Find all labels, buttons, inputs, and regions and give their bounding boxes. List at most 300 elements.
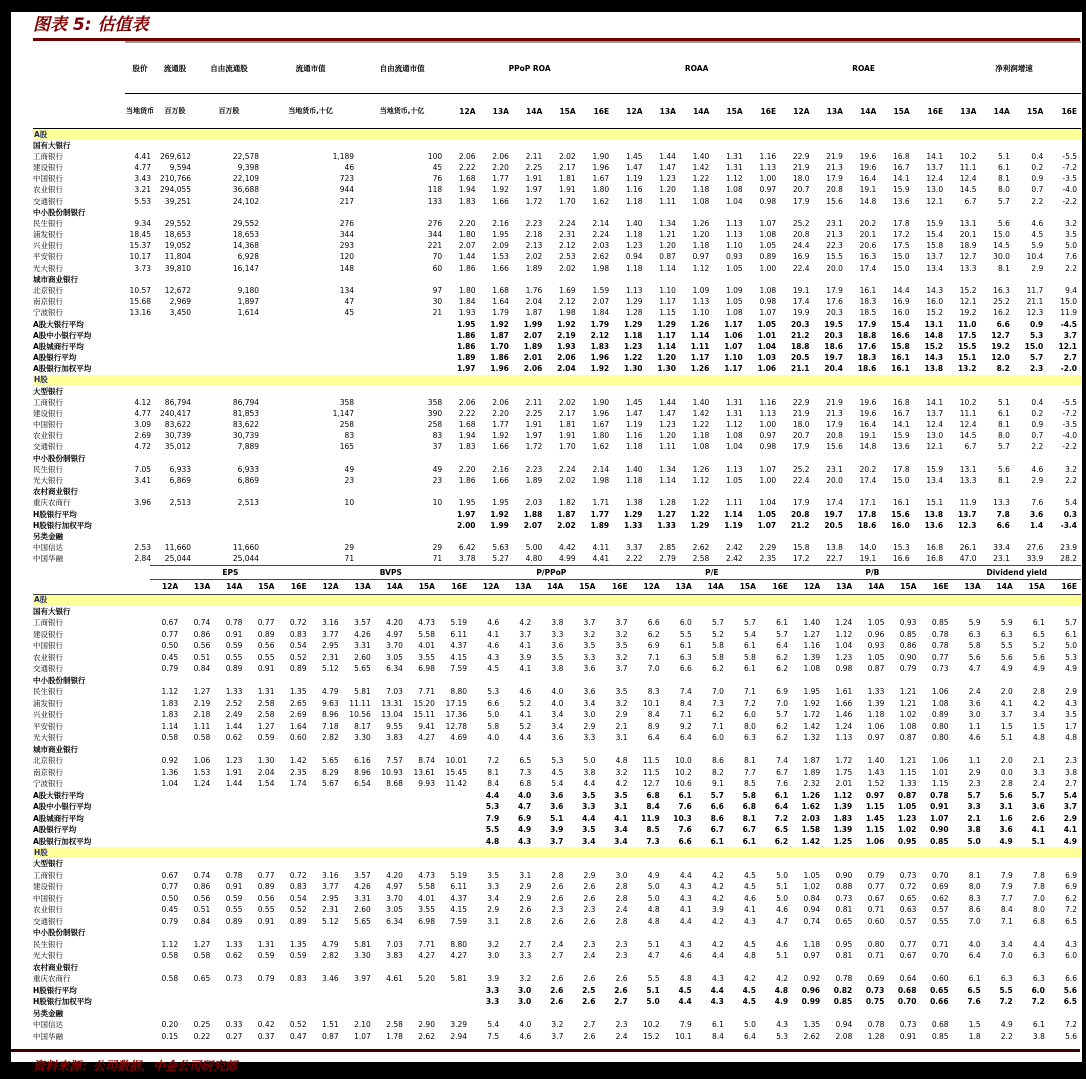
cell: 3.4 xyxy=(1032,710,1045,720)
cell xyxy=(747,274,780,285)
cell: 7.3 xyxy=(711,698,724,708)
row-label: 民生银行 xyxy=(33,464,63,474)
cell: 1.5 xyxy=(1000,721,1013,731)
cell: 13.16 xyxy=(129,308,152,318)
cell: 1.15 xyxy=(659,308,676,318)
cell: 3.7 xyxy=(615,618,628,628)
cell: 1.08 xyxy=(899,721,917,731)
cell: 8.0 xyxy=(997,431,1010,441)
cell xyxy=(311,927,343,939)
cell xyxy=(446,453,479,464)
cell: 1.16 xyxy=(759,151,777,161)
cell: 1.62 xyxy=(801,802,821,812)
cell: 6.1 xyxy=(1032,618,1045,628)
table-row xyxy=(33,836,1081,848)
cell xyxy=(1017,606,1049,618)
cell: 2.69 xyxy=(134,431,152,441)
cell xyxy=(647,386,680,397)
cell: 0.58 xyxy=(161,733,179,743)
cell: 0.83 xyxy=(289,629,307,639)
cell: 1.94 xyxy=(458,185,476,195)
cell: 1.28 xyxy=(659,498,676,508)
cell: 0.94 xyxy=(625,252,643,262)
cell: 0.77 xyxy=(931,652,949,662)
cell xyxy=(263,319,358,330)
cell: 0.55 xyxy=(257,905,275,915)
cell: 0.52 xyxy=(289,905,307,915)
cell xyxy=(792,927,824,939)
cell: 1.66 xyxy=(492,263,509,273)
cell: 16.3 xyxy=(993,286,1010,296)
cell: 9.2 xyxy=(679,721,692,731)
cell: 1.00 xyxy=(759,420,777,430)
cell: 3.0 xyxy=(487,951,500,961)
cell xyxy=(375,996,407,1008)
cell: 1.30 xyxy=(624,364,643,374)
cell: 22,109 xyxy=(232,174,260,184)
cell: 6.8 xyxy=(519,779,532,789)
cell xyxy=(856,1008,888,1020)
cell: 6.4 xyxy=(744,1031,756,1041)
cell xyxy=(214,836,246,848)
cell: 0.55 xyxy=(225,652,243,662)
table-row xyxy=(33,297,1081,308)
cell: 0.57 xyxy=(899,916,917,926)
cell xyxy=(847,274,880,285)
cell: 4.99 xyxy=(558,554,576,564)
cell: 3.4 xyxy=(487,893,500,903)
cell: 1.14 xyxy=(659,263,676,273)
cell: 6.1 xyxy=(744,641,756,651)
cell: 4.1 xyxy=(679,905,692,915)
cell: 3.41 xyxy=(134,476,152,486)
cell xyxy=(343,962,375,974)
cell xyxy=(856,927,888,939)
cell xyxy=(780,274,813,285)
cell: 2.07 xyxy=(458,241,476,251)
cell xyxy=(195,207,263,218)
cell: 3.7 xyxy=(551,1031,564,1041)
cell: 4.41 xyxy=(592,554,610,564)
cell: 22.4 xyxy=(792,476,810,486)
cell xyxy=(407,606,439,618)
cell: 1.29 xyxy=(624,319,643,329)
cell xyxy=(343,824,375,836)
group-header-row xyxy=(33,487,1081,498)
cell: 7.18 xyxy=(321,721,339,731)
cell: 2.62 xyxy=(418,1031,435,1041)
row-label: 交通银行 xyxy=(33,196,63,206)
cell: 1.92 xyxy=(803,698,821,708)
cell: 3.9 xyxy=(519,652,532,662)
cell: 4.20 xyxy=(386,870,403,880)
cell xyxy=(311,962,343,974)
cell xyxy=(647,274,680,285)
cell: 20.5 xyxy=(791,353,810,363)
cell xyxy=(439,824,471,836)
cell xyxy=(824,675,856,687)
cell: 21.1 xyxy=(1026,297,1044,307)
cell xyxy=(647,531,680,542)
cell: 16.1 xyxy=(891,364,910,374)
cell: 5.0 xyxy=(776,870,789,880)
cell xyxy=(150,985,182,997)
group-header-row xyxy=(33,453,1081,464)
group-header-row xyxy=(33,675,1081,687)
cell xyxy=(856,858,888,870)
cell: 8.80 xyxy=(450,939,468,949)
cell: 2.07 xyxy=(523,330,543,340)
cell: 19.6 xyxy=(859,151,877,161)
cell: 6.2 xyxy=(776,664,789,674)
cell: 16.1 xyxy=(893,498,910,508)
row-label: 大型银行 xyxy=(33,859,63,869)
cell: 5.8 xyxy=(487,721,500,731)
cell: 1.72 xyxy=(525,196,543,206)
cell xyxy=(546,274,579,285)
cell xyxy=(311,1008,343,1020)
cell: 4.8 xyxy=(1032,733,1045,743)
cell xyxy=(358,520,446,531)
row-label: 国有大银行 xyxy=(33,606,71,616)
cell xyxy=(311,675,343,687)
table-row xyxy=(33,686,1081,698)
cell xyxy=(947,453,980,464)
cell xyxy=(760,1008,792,1020)
cell: 5.7 xyxy=(776,629,789,639)
cell: 3.7 xyxy=(1000,710,1013,720)
cell: 0.77 xyxy=(161,882,179,892)
cell: 19.5 xyxy=(824,319,843,329)
cell: 0.72 xyxy=(289,870,307,880)
cell: 7.9 xyxy=(1000,870,1013,880)
cell xyxy=(680,453,713,464)
cell: 5.7 xyxy=(711,618,724,628)
cell: 2.04 xyxy=(257,767,275,777)
cell: 21.9 xyxy=(826,397,843,407)
cell: 3.2 xyxy=(615,629,628,639)
cell: 5.0 xyxy=(646,997,660,1007)
cell: 10.56 xyxy=(349,710,371,720)
cell xyxy=(311,985,343,997)
cell: 1.61 xyxy=(835,687,853,697)
cell xyxy=(613,207,646,218)
column-header: 百万股 xyxy=(195,94,263,129)
cell: 1.31 xyxy=(726,162,743,172)
cell: 6.7 xyxy=(964,442,977,452)
cell: 0.99 xyxy=(801,997,821,1007)
cell: 7.7 xyxy=(744,767,756,777)
cell: 21.3 xyxy=(826,408,843,418)
cell: -2.0 xyxy=(1060,364,1077,374)
cell: 5.4 xyxy=(1065,498,1077,508)
cell: 0.37 xyxy=(257,1031,275,1041)
column-header: 12A xyxy=(311,579,343,594)
cell: 5.9 xyxy=(968,618,981,628)
cell: 19.1 xyxy=(859,431,877,441)
cell: 2.62 xyxy=(803,1031,821,1041)
cell: 1.31 xyxy=(257,939,275,949)
row-label: 建设银行 xyxy=(33,629,63,639)
cell: 5.20 xyxy=(418,974,435,984)
column-header: 自由流通股 xyxy=(195,42,263,94)
cell: 2.03 xyxy=(801,813,821,823)
cell: 1.05 xyxy=(757,319,777,329)
cell xyxy=(880,531,913,542)
cell: 4.7 xyxy=(647,951,660,961)
cell: 1.83 xyxy=(161,698,179,708)
cell xyxy=(747,140,780,151)
cell: 2.60 xyxy=(354,905,371,915)
cell xyxy=(155,140,195,151)
column-header: 15A xyxy=(888,579,920,594)
cell: 4.8 xyxy=(485,836,500,846)
cell: 1.03 xyxy=(757,353,777,363)
cell: 3.6 xyxy=(583,664,596,674)
cell: 1.15 xyxy=(899,767,917,777)
cell: 47 xyxy=(344,297,355,307)
cell: 17.9 xyxy=(792,196,810,206)
cell xyxy=(150,606,182,618)
cell xyxy=(182,962,214,974)
column-header: PPoP ROA xyxy=(446,42,613,94)
cell: 1.29 xyxy=(657,319,676,329)
cell: 2.12 xyxy=(590,330,610,340)
cell: 2.58 xyxy=(692,554,710,564)
cell: 1.99 xyxy=(523,319,543,329)
cell: 0.68 xyxy=(897,985,917,995)
cell: 0.85 xyxy=(931,618,949,628)
row-label: A股中小银行平均 xyxy=(33,330,92,340)
cell: 1.87 xyxy=(525,308,543,318)
cell: 13.0 xyxy=(926,185,944,195)
cell: 1.12 xyxy=(692,263,710,273)
cell: 2.22 xyxy=(625,554,643,564)
cell: 19.6 xyxy=(859,397,877,407)
cell xyxy=(155,386,195,397)
cell: 2.4 xyxy=(615,905,628,915)
cell: 7.0 xyxy=(711,687,724,697)
cell: 22.3 xyxy=(826,241,843,251)
cell: 9.1 xyxy=(711,779,724,789)
cell: 1.06 xyxy=(865,836,885,846)
cell xyxy=(263,353,358,364)
cell: 4.1 xyxy=(519,710,532,720)
cell: 0.67 xyxy=(899,951,917,961)
cell: 0.82 xyxy=(833,985,853,995)
row-label: H股银行加权平均 xyxy=(33,997,92,1007)
cell: 3.83 xyxy=(386,733,403,743)
cell: 0.42 xyxy=(257,1020,275,1030)
cell: 7.03 xyxy=(386,939,403,949)
cell xyxy=(446,386,479,397)
cell: 1.33 xyxy=(225,939,243,949)
cell xyxy=(546,207,579,218)
cell: 1.12 xyxy=(726,174,743,184)
cell xyxy=(407,858,439,870)
cell xyxy=(278,813,310,825)
cell xyxy=(780,453,813,464)
cell xyxy=(182,744,214,756)
cell: 1.14 xyxy=(690,330,710,340)
cell: 344 xyxy=(427,230,443,240)
cell: 3.2 xyxy=(615,652,628,662)
cell: 8.1 xyxy=(997,476,1010,486)
cell: 3.5 xyxy=(583,641,596,651)
cell: 4.3 xyxy=(517,836,532,846)
cell: 0.67 xyxy=(161,618,179,628)
row-label: 农业银行 xyxy=(33,185,63,195)
cell: 4.5 xyxy=(742,985,756,995)
cell: 4.8 xyxy=(647,905,660,915)
cell: 7.71 xyxy=(418,939,435,949)
cell: 19.2 xyxy=(959,308,977,318)
table-row xyxy=(33,196,1081,207)
cell: 2.12 xyxy=(558,297,576,307)
cell xyxy=(155,274,195,285)
cell: -3.5 xyxy=(1062,174,1077,184)
cell xyxy=(375,744,407,756)
cell: 3.3 xyxy=(583,733,596,743)
cell xyxy=(664,675,696,687)
cell xyxy=(407,744,439,756)
cell xyxy=(1014,386,1047,397)
cell: 8.3 xyxy=(968,893,981,903)
cell: 12.1 xyxy=(926,442,944,452)
cell: 0.74 xyxy=(193,870,211,880)
group-header-row xyxy=(33,207,1081,218)
cell: 0.51 xyxy=(193,652,211,662)
table-row xyxy=(33,185,1081,196)
cell: 1.33 xyxy=(225,687,243,697)
cell: 8.80 xyxy=(450,687,468,697)
cell xyxy=(375,836,407,848)
cell: 29 xyxy=(344,543,355,553)
cell: 3.1 xyxy=(614,802,628,812)
cell: 6.1 xyxy=(711,1020,724,1030)
cell xyxy=(407,996,439,1008)
cell: 2.02 xyxy=(558,476,576,486)
cell: 0.22 xyxy=(193,1031,211,1041)
cell: 1.87 xyxy=(803,756,821,766)
cell: 0.9 xyxy=(1029,319,1044,329)
cell xyxy=(535,606,567,618)
cell: 14.8 xyxy=(859,196,877,206)
column-header: 15A xyxy=(246,579,278,594)
cell xyxy=(824,606,856,618)
cell: 0.89 xyxy=(289,916,307,926)
cell: 0.80 xyxy=(931,733,949,743)
cell: 1.83 xyxy=(161,710,179,720)
cell: 6.42 xyxy=(458,543,476,553)
cell: 17.8 xyxy=(893,464,910,474)
cell: 1.89 xyxy=(803,767,821,777)
cell: 0.58 xyxy=(161,974,179,984)
cell: 1.20 xyxy=(692,230,710,240)
cell xyxy=(1017,858,1049,870)
cell: 2.9 xyxy=(583,721,596,731)
cell: 20.8 xyxy=(791,509,810,519)
cell: 2.9 xyxy=(583,870,596,880)
cell: 7.6 xyxy=(678,825,692,835)
cell: 2.24 xyxy=(558,464,576,474)
cell: 5.6 xyxy=(999,790,1013,800)
cell xyxy=(567,858,599,870)
row-label: 光大银行 xyxy=(33,733,63,743)
cell xyxy=(647,487,680,498)
cell: 1.87 xyxy=(557,509,576,519)
cell: 4.3 xyxy=(1065,939,1077,949)
cell xyxy=(599,927,631,939)
cell: -4.0 xyxy=(1062,431,1077,441)
cell: 0.2 xyxy=(1031,408,1044,418)
cell: 5.7 xyxy=(997,196,1010,206)
cell: 8.6 xyxy=(968,905,981,915)
cell: 6.1 xyxy=(1065,629,1077,639)
cell xyxy=(985,606,1017,618)
cell: 2.52 xyxy=(225,698,243,708)
cell: 1.24 xyxy=(835,618,853,628)
cell: 1.18 xyxy=(692,185,710,195)
cell: 5.0 xyxy=(1065,241,1077,251)
cell: 4.37 xyxy=(450,893,468,903)
group-header-row xyxy=(33,858,1081,870)
cell xyxy=(632,927,664,939)
row-label: 中国银行 xyxy=(33,893,63,903)
table-row xyxy=(33,732,1081,744)
cell: 8.6 xyxy=(711,756,724,766)
cell: 1.20 xyxy=(659,431,676,441)
cell xyxy=(513,140,546,151)
cell: 23.1 xyxy=(826,218,843,228)
column-header: 14A xyxy=(535,579,567,594)
cell: 14.5 xyxy=(959,431,977,441)
cell: 1.22 xyxy=(624,353,643,363)
cell: 35,012 xyxy=(164,442,192,452)
cell xyxy=(278,996,310,1008)
cell xyxy=(358,319,446,330)
cell: -3.5 xyxy=(1062,420,1077,430)
cell xyxy=(246,606,278,618)
cell: 3.4 xyxy=(1000,939,1013,949)
cell: 15.0 xyxy=(1060,297,1077,307)
cell: 1.23 xyxy=(659,420,676,430)
cell: 10.6 xyxy=(675,779,692,789)
cell xyxy=(696,606,728,618)
cell: 7,889 xyxy=(237,442,260,452)
cell: 14.8 xyxy=(924,330,944,340)
row-label: A股银行加权平均 xyxy=(33,364,92,374)
cell: 2.4 xyxy=(968,687,981,697)
cell: 1.62 xyxy=(592,442,610,452)
cell: 12.1 xyxy=(1058,341,1077,351)
section-band xyxy=(33,129,1081,141)
cell xyxy=(125,274,155,285)
cell xyxy=(1049,1008,1081,1020)
cell: 15.0 xyxy=(993,230,1010,240)
cell xyxy=(747,386,780,397)
cell: 0.89 xyxy=(759,252,777,262)
cell: 1.26 xyxy=(690,319,710,329)
cell: 7.9 xyxy=(1000,882,1013,892)
cell: 2.58 xyxy=(257,698,275,708)
row-label: 中国银行 xyxy=(33,641,63,651)
cell xyxy=(980,531,1013,542)
cell: 8.4 xyxy=(679,698,692,708)
cell: 0.56 xyxy=(257,641,275,651)
cell: 17.1 xyxy=(859,498,877,508)
row-label: 另类金融 xyxy=(33,531,63,541)
